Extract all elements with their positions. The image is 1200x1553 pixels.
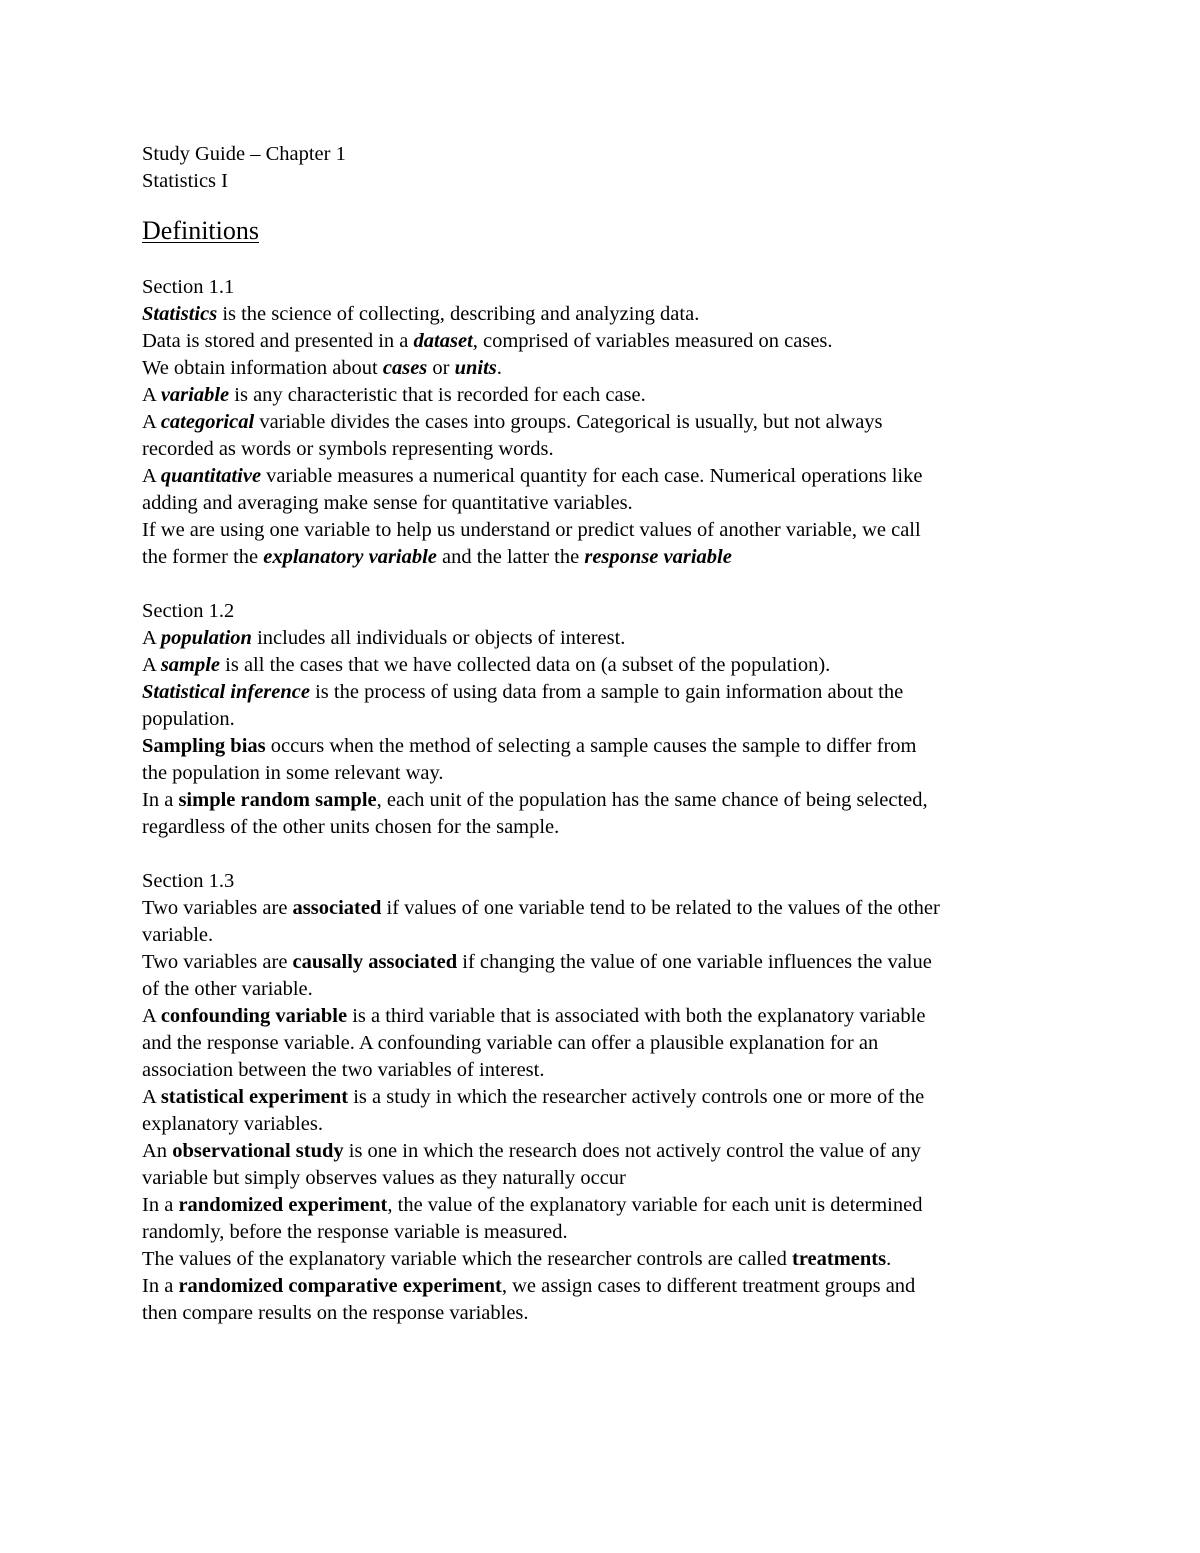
text-run: Data is stored and presented in a bbox=[142, 330, 414, 352]
text-run: is any characteristic that is recorded for each case. bbox=[229, 384, 646, 406]
text-run: We obtain information about bbox=[142, 357, 383, 379]
definition-line bbox=[142, 1138, 1072, 1165]
definition-line bbox=[142, 1300, 1072, 1327]
text-run: If we are using one variable to help us understand or predict values of another variable, we call bbox=[142, 519, 921, 541]
text-run: variable but simply observes values as they naturally occur bbox=[142, 1167, 626, 1189]
text-run: the former the bbox=[142, 546, 264, 568]
term: Sampling bias bbox=[142, 735, 266, 757]
term: randomized comparative experiment bbox=[178, 1275, 502, 1297]
definition-line bbox=[142, 679, 1072, 706]
section-title: Section 1.3 bbox=[142, 870, 235, 892]
definition-line bbox=[142, 625, 1072, 652]
text-run: In a bbox=[142, 789, 179, 811]
definition-line bbox=[142, 733, 1072, 760]
definition-line bbox=[142, 1111, 1072, 1138]
term: response variable bbox=[584, 546, 732, 568]
sections-container bbox=[142, 247, 1072, 1327]
definitions-heading: Definitions bbox=[142, 216, 259, 245]
definition-line bbox=[142, 490, 1072, 517]
term: Statistical inference bbox=[142, 681, 310, 703]
text-run: is all the cases that we have collected data on (a subset of the population). bbox=[220, 654, 831, 676]
text-run: randomly, before the response variable is measured. bbox=[142, 1221, 568, 1243]
document-title: Study Guide – Chapter 1 bbox=[142, 143, 346, 165]
text-run: The values of the explanatory variable which the researcher controls are called bbox=[142, 1248, 792, 1270]
text-run: Two variables are bbox=[142, 951, 293, 973]
term: associated bbox=[292, 897, 382, 919]
text-run: if values of one variable tend to be related to the values of the other bbox=[381, 897, 940, 919]
text-run: recorded as words or symbols representing words. bbox=[142, 438, 554, 460]
definition-line bbox=[142, 814, 1072, 841]
text-run: variable measures a numerical quantity for each case. Numerical operations like bbox=[261, 465, 923, 487]
blank-line bbox=[142, 247, 1072, 274]
text-run: and the latter the bbox=[436, 546, 585, 568]
text-run: A bbox=[142, 1086, 161, 1108]
term: confounding variable bbox=[160, 1005, 348, 1027]
text-run: is a study in which the researcher actively controls one or more of the bbox=[348, 1086, 925, 1108]
definition-line bbox=[142, 706, 1072, 733]
definition-line bbox=[142, 976, 1072, 1003]
term: units bbox=[454, 357, 497, 379]
text-run: In a bbox=[142, 1194, 179, 1216]
text-run: includes all individuals or objects of interest. bbox=[251, 627, 626, 649]
definition-line bbox=[142, 409, 1072, 436]
text-run: explanatory variables. bbox=[142, 1113, 324, 1135]
definition-line bbox=[142, 355, 1072, 382]
text-run: , the value of the explanatory variable for each unit is determined bbox=[387, 1194, 923, 1216]
text-run: of the other variable. bbox=[142, 978, 313, 1000]
text-run: is a third variable that is associated with both the explanatory variable bbox=[347, 1005, 926, 1027]
course-name: Statistics I bbox=[142, 170, 228, 192]
text-run: A bbox=[142, 384, 161, 406]
text-run: A bbox=[142, 411, 161, 433]
term: treatments bbox=[792, 1248, 887, 1270]
definition-line bbox=[142, 1057, 1072, 1084]
text-run: or bbox=[427, 357, 455, 379]
text-run: if changing the value of one variable influences the value bbox=[457, 951, 932, 973]
definition-line bbox=[142, 652, 1072, 679]
text-run: occurs when the method of selecting a sample causes the sample to differ from bbox=[265, 735, 917, 757]
term: Statistics bbox=[142, 303, 218, 325]
text-run: A bbox=[142, 654, 161, 676]
definition-line bbox=[142, 1192, 1072, 1219]
term: statistical experiment bbox=[160, 1086, 349, 1108]
text-run: association between the two variables of interest. bbox=[142, 1059, 545, 1081]
definition-line bbox=[142, 895, 1072, 922]
text-run: In a bbox=[142, 1275, 179, 1297]
text-run: then compare results on the response variables. bbox=[142, 1302, 529, 1324]
definition-line bbox=[142, 301, 1072, 328]
definition-line bbox=[142, 787, 1072, 814]
text-run: , comprised of variables measured on cases. bbox=[472, 330, 833, 352]
term: randomized experiment bbox=[178, 1194, 388, 1216]
definition-line bbox=[142, 1030, 1072, 1057]
text-run: A bbox=[142, 627, 161, 649]
text-run: Two variables are bbox=[142, 897, 293, 919]
definition-line bbox=[142, 436, 1072, 463]
definition-line bbox=[142, 1003, 1072, 1030]
text-run: is the science of collecting, describing and analyzing data. bbox=[217, 303, 700, 325]
term: explanatory variable bbox=[263, 546, 437, 568]
blank-line bbox=[142, 841, 1072, 868]
definition-line bbox=[142, 1219, 1072, 1246]
definition-line bbox=[142, 544, 1072, 571]
text-run: is one in which the research does not actively control the value of any bbox=[343, 1140, 921, 1162]
definition-line bbox=[142, 1165, 1072, 1192]
text-run: the population in some relevant way. bbox=[142, 762, 444, 784]
text-run: , we assign cases to different treatment groups and bbox=[501, 1275, 916, 1297]
text-run: , each unit of the population has the same chance of being selected, bbox=[376, 789, 928, 811]
term: dataset bbox=[413, 330, 473, 352]
definition-line bbox=[142, 463, 1072, 490]
text-run: An bbox=[142, 1140, 173, 1162]
text-run: A bbox=[142, 1005, 161, 1027]
term: sample bbox=[160, 654, 221, 676]
definition-line bbox=[142, 328, 1072, 355]
definition-line bbox=[142, 760, 1072, 787]
text-run: adding and averaging make sense for quantitative variables. bbox=[142, 492, 633, 514]
definition-line bbox=[142, 922, 1072, 949]
text-run: variable divides the cases into groups. Categorical is usually, but not always bbox=[254, 411, 883, 433]
definition-line bbox=[142, 1084, 1072, 1111]
text-run: A bbox=[142, 465, 161, 487]
term: cases bbox=[382, 357, 428, 379]
definition-line bbox=[142, 517, 1072, 544]
section-title: Section 1.1 bbox=[142, 276, 235, 298]
blank-line bbox=[142, 571, 1072, 598]
definition-line bbox=[142, 1273, 1072, 1300]
text-run: is the process of using data from a sample to gain information about the bbox=[309, 681, 904, 703]
text-run: . bbox=[496, 357, 502, 379]
text-run: variable. bbox=[142, 924, 214, 946]
definition-line bbox=[142, 1246, 1072, 1273]
term: variable bbox=[160, 384, 230, 406]
spacer bbox=[142, 195, 1072, 215]
term: categorical bbox=[160, 411, 255, 433]
definition-line bbox=[142, 382, 1072, 409]
section-title: Section 1.2 bbox=[142, 600, 235, 622]
term: population bbox=[160, 627, 252, 649]
term: causally associated bbox=[292, 951, 458, 973]
document-body bbox=[142, 141, 1072, 1327]
text-run: and the response variable. A confounding variable can offer a plausible explanation for an bbox=[142, 1032, 879, 1054]
term: observational study bbox=[172, 1140, 344, 1162]
text-run: regardless of the other units chosen for the sample. bbox=[142, 816, 560, 838]
term: simple random sample bbox=[178, 789, 377, 811]
definition-line bbox=[142, 949, 1072, 976]
text-run: population. bbox=[142, 708, 235, 730]
text-run: . bbox=[886, 1248, 892, 1270]
term: quantitative bbox=[160, 465, 262, 487]
